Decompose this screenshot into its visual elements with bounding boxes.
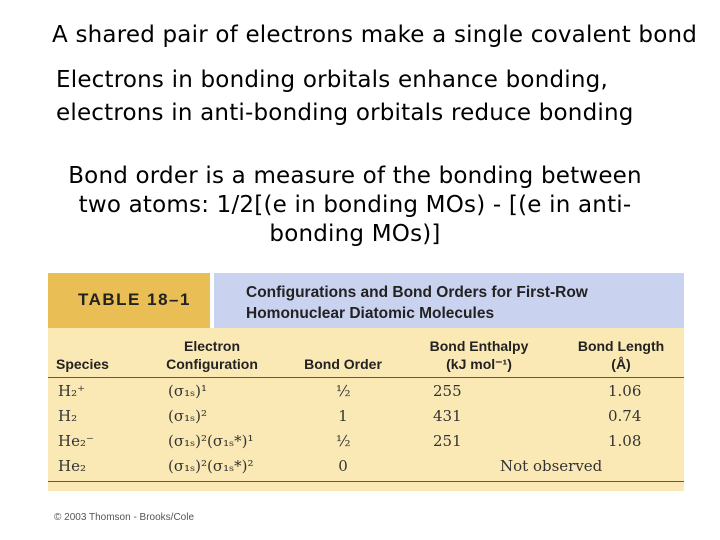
column-header-configuration-line-1: Electron bbox=[183, 338, 240, 354]
column-header-bond-enthalpy bbox=[414, 337, 544, 373]
cell-bond-order: 0 bbox=[338, 457, 348, 475]
column-header-configuration bbox=[152, 337, 272, 373]
cell-configuration: (σ₁ₛ)¹ bbox=[168, 382, 208, 400]
table-title-line-1: Configurations and Bond Orders for First-Row bbox=[246, 284, 588, 301]
column-header-species: Species bbox=[56, 356, 109, 372]
table-row bbox=[48, 404, 684, 428]
bond-order-table bbox=[48, 273, 684, 491]
cell-bond-length: 1.06 bbox=[608, 382, 642, 400]
table-header-band bbox=[48, 273, 684, 328]
table-row bbox=[48, 429, 684, 453]
slide-line-1: A shared pair of electrons make a single covalent bond bbox=[52, 22, 698, 48]
bond-order-definition: Bond order is a measure of the bonding between two atoms: 1/2[(e in bonding MOs) - [(e in anti-bonding MOs)] bbox=[68, 163, 642, 247]
copyright-notice: © 2003 Thomson - Brooks/Cole bbox=[54, 512, 195, 523]
cell-configuration: (σ₁ₛ)²(σ₁ₛ*)² bbox=[168, 457, 254, 475]
table-title-line-2: Homonuclear Diatomic Molecules bbox=[246, 305, 495, 322]
column-header-enthalpy-line-2: (kJ mol⁻¹) bbox=[446, 356, 512, 372]
cell-configuration: (σ₁ₛ)²(σ₁ₛ*)¹ bbox=[168, 432, 254, 450]
slide-line-2b: electrons in anti-bonding orbitals reduce bonding bbox=[56, 100, 634, 126]
column-header-bond-length bbox=[566, 337, 676, 373]
cell-species: H₂⁺ bbox=[58, 382, 86, 400]
column-header-configuration-line-2: Configuration bbox=[166, 356, 258, 372]
table-row bbox=[48, 379, 684, 403]
column-header-length-line-1: Bond Length bbox=[577, 338, 665, 354]
cell-bond-enthalpy: 251 bbox=[433, 432, 462, 450]
table-number: TABLE 18–1 bbox=[78, 290, 191, 309]
cell-species: H₂ bbox=[58, 407, 78, 425]
cell-bond-length: 0.74 bbox=[608, 407, 642, 425]
header-rule bbox=[48, 377, 684, 378]
cell-configuration: (σ₁ₛ)² bbox=[168, 407, 208, 425]
slide-line-2a: Electrons in bonding orbitals enhance bonding, bbox=[56, 67, 608, 93]
cell-bond-order: ½ bbox=[336, 382, 351, 400]
column-header-bond-order: Bond Order bbox=[304, 356, 382, 372]
column-header-enthalpy-line-1: Bond Enthalpy bbox=[429, 338, 529, 354]
cell-bond-enthalpy: 255 bbox=[433, 382, 462, 400]
cell-not-observed: Not observed bbox=[500, 457, 603, 475]
cell-bond-order: ½ bbox=[336, 432, 351, 450]
cell-bond-length: 1.08 bbox=[608, 432, 642, 450]
cell-bond-enthalpy: 431 bbox=[433, 407, 462, 425]
cell-species: He₂⁻ bbox=[58, 432, 94, 450]
cell-species: He₂ bbox=[58, 457, 86, 475]
footer-rule bbox=[48, 481, 684, 482]
table-title bbox=[246, 282, 588, 324]
table-row bbox=[48, 454, 684, 478]
column-header-length-line-2: (Å) bbox=[611, 356, 631, 372]
cell-bond-order: 1 bbox=[338, 407, 348, 425]
